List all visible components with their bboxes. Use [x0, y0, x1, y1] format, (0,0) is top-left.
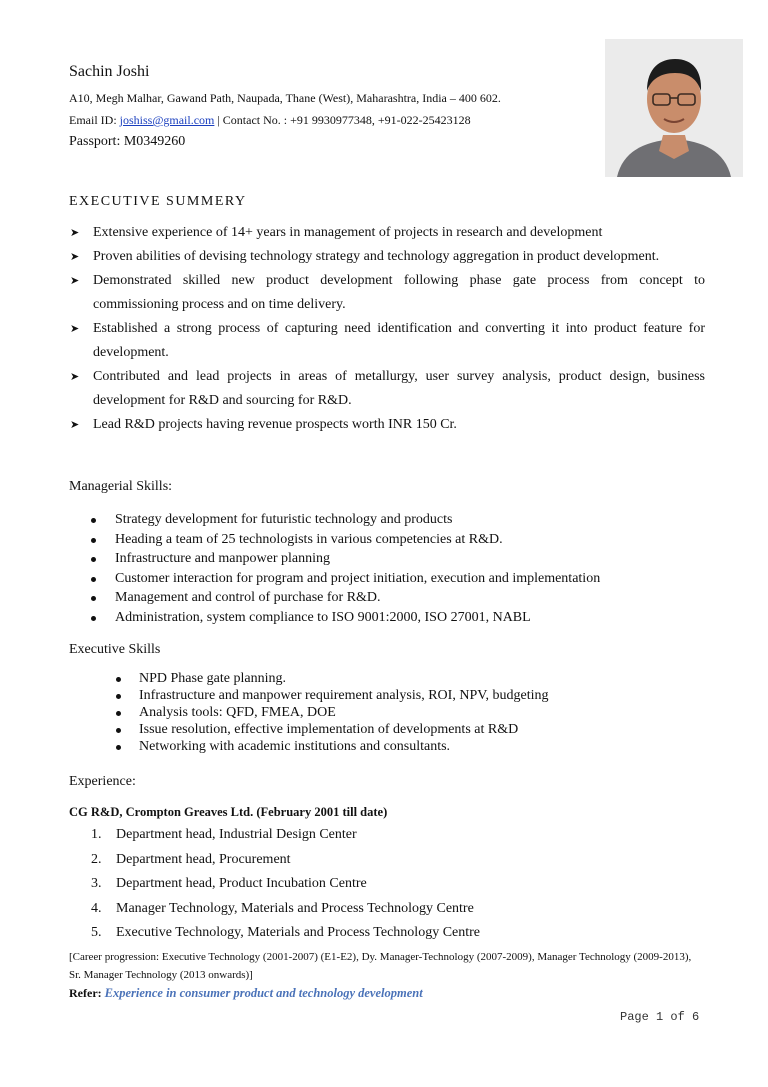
refer-value: Experience in consumer product and technology development: [104, 985, 423, 1000]
executive-skills-section: [69, 641, 705, 755]
bullet-icon: [91, 616, 96, 621]
arrow-bullet-icon: ➤: [70, 227, 80, 239]
arrow-bullet-icon: ➤: [70, 371, 80, 383]
arrow-bullet-icon: ➤: [70, 419, 80, 431]
list-item: Management and control of purchase for R&D.: [69, 588, 705, 608]
executive-summary-section: [69, 193, 705, 437]
executive-skills-list: [69, 670, 705, 755]
candidate-name: Sachin Joshi: [69, 63, 150, 80]
passport-number: Passport: M0349260: [69, 134, 186, 149]
list-item: Networking with academic institutions and consultants.: [69, 738, 705, 755]
experience-title: Experience:: [69, 774, 136, 789]
bullet-icon: [116, 711, 121, 716]
list-item: 5. Executive Technology, Materials and Process Technology Centre: [91, 925, 481, 940]
list-item: 1. Department head, Industrial Design Center: [91, 827, 357, 842]
refer-label: Refer:: [69, 985, 102, 1000]
list-item: ➤ Proven abilities of devising technology strategy and technology aggregation in product development.: [69, 245, 705, 269]
list-item: ➤ Extensive experience of 14+ years in management of projects in research and development: [69, 221, 705, 245]
contact-line: [69, 112, 599, 128]
list-item: Customer interaction for program and project initiation, execution and implementation: [69, 569, 705, 589]
bullet-icon: [91, 577, 96, 582]
career-progression: [Career progression: Executive Technology (2001-2007) (E1-E2), Dy. Manager-Technology (2007-2009), Manager Technology (2009-2013), Sr. Manager Technology (2013 onwards)]: [69, 950, 692, 981]
bullet-icon: [91, 538, 96, 543]
experience-organization: CG R&D, Crompton Greaves Ltd. (February 2001 till date): [69, 805, 388, 819]
bullet-icon: [116, 677, 121, 682]
bullet-icon: [91, 596, 96, 601]
portrait-image: [605, 39, 743, 177]
list-item: Heading a team of 25 technologists in various competencies at R&D.: [69, 530, 705, 550]
list-item: 4. Manager Technology, Materials and Process Technology Centre: [91, 900, 474, 916]
arrow-bullet-icon: ➤: [70, 323, 80, 335]
managerial-skills-list: [69, 510, 705, 627]
list-item: Administration, system compliance to ISO 9001:2000, ISO 27001, NABL: [69, 608, 705, 628]
managerial-skills-title: Managerial Skills:: [69, 479, 173, 494]
list-item: Issue resolution, effective implementation of developments at R&D: [69, 721, 705, 738]
executive-skills-title: Executive Skills: [69, 642, 161, 657]
list-item: NPD Phase gate planning.: [69, 670, 705, 687]
roles-list: [69, 823, 705, 946]
arrow-bullet-icon: ➤: [70, 275, 80, 287]
phone-numbers: Contact No. : +91 9930977348, +91-022-25423128: [222, 113, 471, 127]
list-item: Strategy development for futuristic technology and products: [69, 510, 705, 530]
refer-line: [69, 985, 705, 1001]
profile-photo: [605, 39, 743, 177]
list-item: ➤ Contributed and lead projects in areas of metallurgy, user survey analysis, product design, business development for R&D and sourcing for R&D.: [69, 365, 705, 413]
list-item: 2. Department head, Procurement: [91, 851, 291, 867]
email-label: Email ID:: [69, 113, 117, 127]
list-item: ➤ Demonstrated skilled new product development following phase gate process from concept to commissioning process and on time delivery.: [69, 269, 705, 317]
list-item: Infrastructure and manpower requirement analysis, ROI, NPV, budgeting: [69, 687, 705, 704]
address: A10, Megh Malhar, Gawand Path, Naupada, Thane (West), Maharashtra, India – 400 602.: [69, 91, 501, 105]
bullet-icon: [91, 518, 96, 523]
bullet-icon: [116, 694, 121, 699]
list-item: Analysis tools: QFD, FMEA, DOE: [69, 704, 705, 721]
page-number: Page 1 of 6: [620, 1010, 700, 1024]
bullet-icon: [116, 745, 121, 750]
bullet-icon: [116, 728, 121, 733]
bullet-icon: [91, 557, 96, 562]
email-link[interactable]: joshiss@gmail.com: [119, 113, 215, 127]
list-item: ➤ Lead R&D projects having revenue prospects worth INR 150 Cr.: [69, 413, 705, 437]
arrow-bullet-icon: ➤: [70, 251, 80, 263]
list-item: ➤ Established a strong process of capturing need identification and converting it into product feature for development.: [69, 317, 705, 365]
executive-summary-title: EXECUTIVE SUMMERY: [69, 194, 247, 209]
list-item: Infrastructure and manpower planning: [69, 549, 705, 569]
experience-section: [69, 773, 705, 1001]
list-item: 3. Department head, Product Incubation Centre: [91, 876, 367, 891]
contact-separator: |: [217, 113, 220, 127]
summary-list: [69, 221, 705, 437]
header: [69, 62, 599, 151]
managerial-skills-section: [69, 478, 705, 627]
